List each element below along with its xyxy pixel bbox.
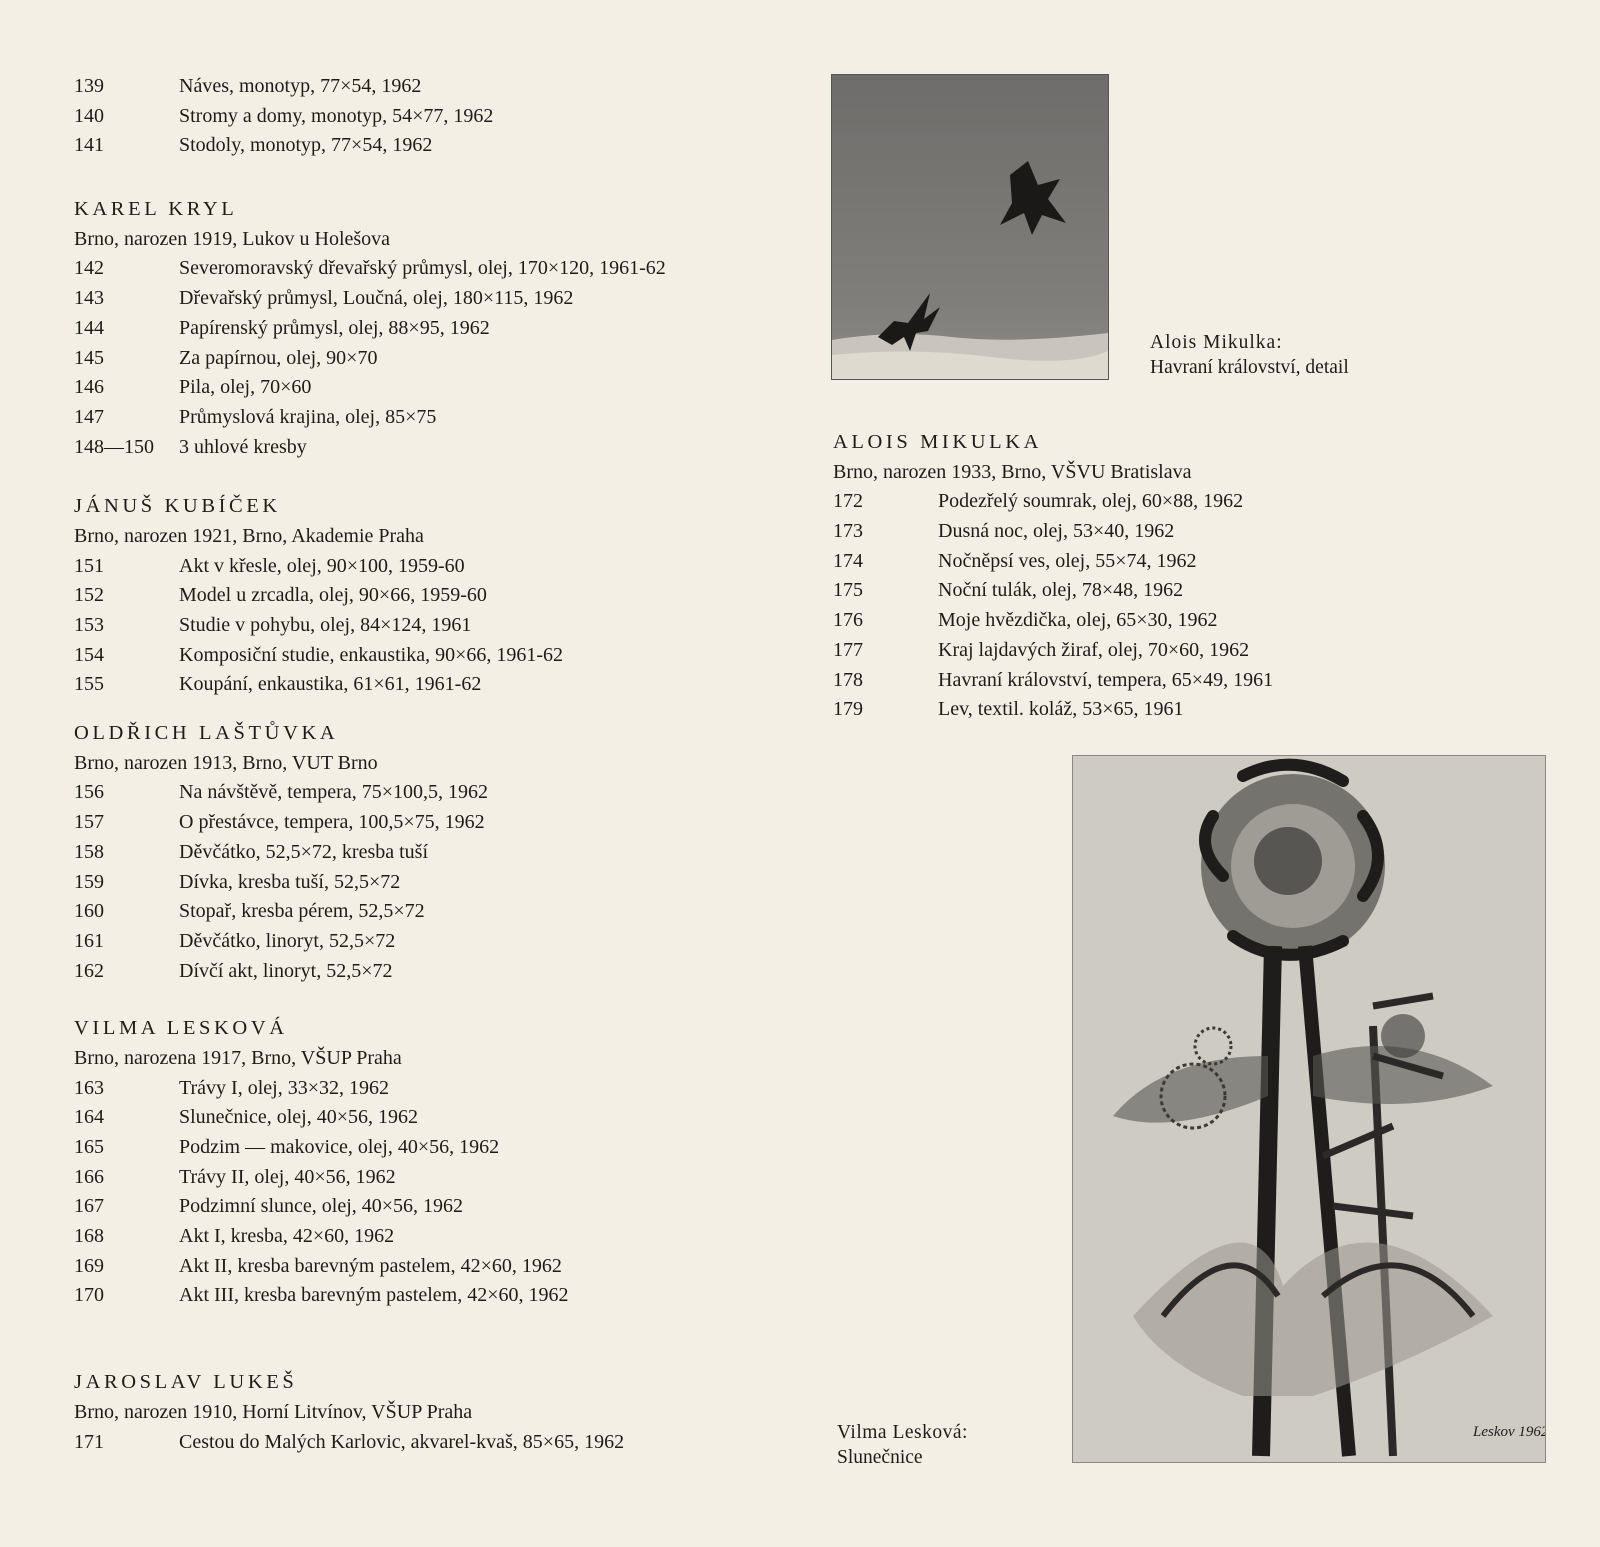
catalog-item: 154 Komposiční studie, enkaustika, 90×66, 1961-62 (74, 643, 564, 666)
catalog-item: 140 Stromy a domy, monotyp, 54×77, 1962 (74, 104, 494, 127)
artist-section-kryl (74, 195, 794, 462)
artist-name: JAROSLAV LUKEŠ (74, 1371, 298, 1394)
catalog-item: 139 Náves, monotyp, 77×54, 1962 (74, 75, 422, 97)
catalog-item: 169 Akt II, kresba barevným pastelem, 42×60, 1962 (74, 1254, 562, 1277)
artist-name: ALOIS MIKULKA (833, 431, 1043, 453)
catalog-item: 157 O přestávce, tempera, 100,5×75, 1962 (74, 811, 485, 834)
top-items (74, 72, 794, 161)
catalog-item: 144 Papírenský průmysl, olej, 88×95, 1962 (74, 316, 490, 339)
catalog-item: 151 Akt v křesle, olej, 90×100, 1959-60 (74, 554, 465, 577)
catalog-item: 173 Dusná noc, olej, 53×40, 1962 (833, 520, 1175, 543)
catalog-item: 141 Stodoly, monotyp, 77×54, 1962 (74, 134, 433, 157)
artwork-image-slunecnice (1072, 755, 1546, 1463)
catalog-item: 176 Moje hvězdička, olej, 65×30, 1962 (833, 609, 1218, 632)
catalog-item: 174 Nočněpsí ves, olej, 55×74, 1962 (833, 549, 1197, 572)
artist-section-lastuvka (74, 719, 794, 986)
catalog-item: 167 Podzimní slunce, olej, 40×56, 1962 (74, 1195, 464, 1218)
artist-bio: Brno, narozen 1933, Brno, VŠVU Bratislava (833, 460, 1192, 483)
artist-name: OLDŘICH LAŠTŮVKA (74, 722, 339, 745)
catalog-item: 153 Studie v pohybu, olej, 84×124, 1961 (74, 614, 472, 636)
catalog-item: 171 Cestou do Malých Karlovic, akvarel-kvaš, 85×65, 1962 (74, 1430, 625, 1453)
catalog-item: 159 Dívka, kresba tuší, 52,5×72 (74, 870, 401, 893)
catalog-item: 143 Dřevařský průmysl, Loučná, olej, 180×115, 1962 (74, 287, 574, 310)
catalog-item: 179 Lev, textil. koláž, 53×65, 1961 (833, 698, 1184, 721)
catalog-item: 178 Havraní království, tempera, 65×49, 1961 (833, 668, 1274, 691)
catalog-item: 177 Kraj lajdavých žiraf, olej, 70×60, 1962 (833, 638, 1250, 661)
artist-bio: Brno, narozen 1910, Horní Litvínov, VŠUP Praha (74, 1400, 473, 1423)
left-column (74, 72, 794, 1457)
artist-bio: Brno, narozen 1921, Brno, Akademie Praha (74, 524, 424, 547)
catalog-item: 163 Trávy I, olej, 33×32, 1962 (74, 1076, 389, 1099)
catalog-item: 170 Akt III, kresba barevným pastelem, 42×60, 1962 (74, 1284, 569, 1307)
artist-bio: Brno, narozena 1917, Brno, VŠUP Praha (74, 1046, 402, 1069)
caption-havrani: Alois Mikulka: Havraní království, detail (1150, 332, 1349, 378)
catalog-item: 142 Severomoravský dřevařský průmysl, olej, 170×120, 1961-62 (74, 257, 666, 280)
catalog-item: 162 Dívčí akt, linoryt, 52,5×72 (74, 959, 393, 982)
catalog-item: 147 Průmyslová krajina, olej, 85×75 (74, 405, 437, 428)
catalog-item: 155 Koupání, enkaustika, 61×61, 1961-62 (74, 673, 482, 696)
catalog-item: 160 Stopař, kresba pérem, 52,5×72 (74, 900, 425, 923)
catalog-item: 166 Trávy II, olej, 40×56, 1962 (74, 1165, 396, 1188)
sunflower-painting-illustration (1073, 756, 1545, 1462)
catalog-item: 152 Model u zrcadla, olej, 90×66, 1959-60 (74, 584, 487, 607)
catalog-item: 156 Na návštěvě, tempera, 75×100,5, 1962 (74, 781, 488, 804)
artist-bio: Brno, narozen 1919, Lukov u Holešova (74, 227, 391, 250)
catalog-item: 145 Za papírnou, olej, 90×70 (74, 346, 378, 369)
catalog-item: 175 Noční tulák, olej, 78×48, 1962 (833, 579, 1184, 602)
artist-name: KAREL KRYL (74, 198, 238, 221)
catalog-item: 165 Podzim — makovice, olej, 40×56, 1962 (74, 1136, 500, 1158)
artist-bio: Brno, narozen 1913, Brno, VUT Brno (74, 751, 378, 774)
catalog-item: 168 Akt I, kresba, 42×60, 1962 (74, 1225, 395, 1248)
catalog-item: 158 Děvčátko, 52,5×72, kresba tuší (74, 840, 429, 863)
artwork-image-havrani (831, 74, 1109, 380)
catalog-item: 161 Děvčátko, linoryt, 52,5×72 (74, 929, 396, 952)
crow-painting-illustration (832, 75, 1108, 379)
catalog-item: 146 Pila, olej, 70×60 (74, 376, 312, 399)
catalog-item: 164 Slunečnice, olej, 40×56, 1962 (74, 1106, 419, 1129)
artist-section-lukes (74, 1368, 794, 1457)
artist-name: VILMA LESKOVÁ (74, 1017, 288, 1040)
artist-name: JÁNUŠ KUBÍČEK (74, 495, 281, 518)
catalog-item: 148—150 3 uhlové kresby (74, 435, 307, 458)
signature: Leskov 1962 (1473, 1424, 1545, 1440)
artist-section-mikulka (833, 428, 1533, 725)
artist-section-kubicek (74, 492, 794, 700)
catalog-item: 172 Podezřelý soumrak, olej, 60×88, 1962 (833, 490, 1244, 513)
caption-slunecnice: Vilma Lesková: Slunečnice (837, 1422, 968, 1468)
artist-section-leskova (74, 1014, 794, 1311)
